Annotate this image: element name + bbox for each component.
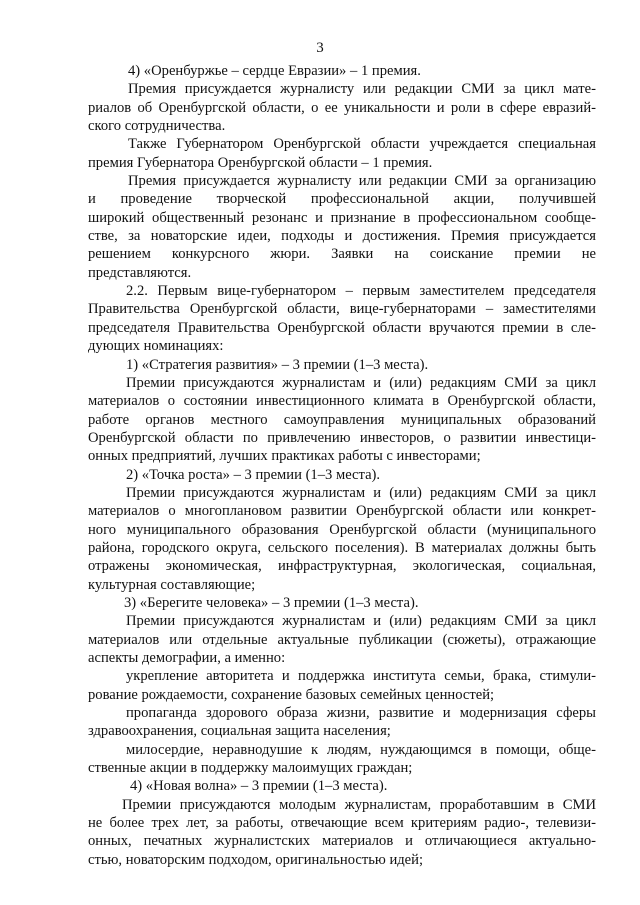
text-line: рование рождаемости, сохранение базовых семейных ценностей; [88,686,495,703]
text-line: Премии присуждаются журналистам и (или) редакциям СМИ за цикл [126,374,596,391]
text-line: работе органов местного самоуправления муниципальных образований [88,411,596,428]
page-number: 3 [316,40,324,56]
text-line: Также Губернатором Оренбургской области учреждается специальная [128,136,596,153]
text-line: материалов о многоплановом развитии Оренбургской области или конкрет- [88,503,596,520]
text-line: материалов о состоянии инвестиционного климата в Оренбургской области, [88,393,596,410]
text-line: аспекты демографии, а именно: [88,650,286,666]
text-line: стью, новаторским подходом, оригинальностью идей; [88,851,424,868]
text-line: культурная составляющие; [88,576,256,593]
text-line: широкий общественный резонанс и признание в профессиональном сообще- [88,209,596,226]
text-line: ского сотрудничества. [88,118,226,135]
text-line: стве, за новаторские идеи, подходы и достижения. Премия присуждается [88,228,596,245]
text-line: 2) «Точка роста» – 3 премии (1–3 места). [126,466,381,483]
text-line: не более трех лет, за работы, отвечающие всем критериям радио-, телевизи- [88,815,596,832]
text-line: онных предприятий, лучших практиках работы с инвесторами; [88,448,481,465]
text-line: представляются. [88,264,192,281]
text-line: 3) «Берегите человека» – 3 премии (1–3 места). [124,594,419,611]
text-line: премия Губернатора Оренбургской области – 1 премия. [88,154,433,171]
text-line: Премия присуждается журналисту или редакции СМИ за организацию [128,173,596,190]
text-line: председателя Правительства Оренбургской области вручаются премии в сле- [88,319,596,336]
text-line: ственные акции в поддержку малоимущих граждан; [88,760,413,777]
text-line: риалов об Оренбургской области, о ее уникальности и роли в сфере евразий- [88,99,596,116]
text-line: Премии присуждаются журналистам и (или) редакциям СМИ за цикл [126,613,596,630]
text-line: Премия присуждается журналисту или редакции СМИ за цикл мате- [128,81,596,98]
text-line: решением конкурсного жюри. Заявки на соискание премии не [88,246,596,263]
text-line: Премии присуждаются молодым журналистам, проработавшим в СМИ [122,796,596,813]
text-line: 1) «Стратегия развития» – 3 премии (1–3 места). [126,356,429,373]
text-line: укрепление авторитета и поддержка института семьи, брака, стимули- [126,668,596,685]
text-line: 4) «Оренбуржье – сердце Евразии» – 1 премия. [128,63,421,79]
text-line: ного муниципального образования Оренбургской области (муниципального [88,521,596,538]
text-line: здравоохранения, социальная защита населения; [88,723,391,740]
text-line: 4) «Новая волна» – 3 премии (1–3 места). [130,778,388,795]
text-line: Премии присуждаются журналистам и (или) редакциям СМИ за цикл [126,484,596,501]
text-line: и проведение творческой профессиональной акции, получившей [88,191,596,208]
text-line: Оренбургской области по привлечению инвесторов, о развитии инвестици- [88,429,596,446]
document-body [88,62,596,869]
text-line: дующих номинациях: [88,338,224,355]
text-line: материалов или отдельные актуальные публикации (сюжеты), отражающие [88,631,596,648]
text-line: 2.2. Первым вице-губернатором – первым заместителем председателя [126,283,596,300]
text-line: Правительства Оренбургской области, вице-губернаторами – заместителями [88,301,596,318]
text-line: пропаганда здорового образа жизни, развитие и модернизация сферы [126,705,596,722]
text-line: онных, печатных журналистских материалов и отличающиеся актуально- [88,833,596,850]
text-line: милосердие, неравнодушие к людям, нуждающимся в помощи, обще- [126,741,596,758]
text-line: отражены экономическая, инфраструктурная, экологическая, социальная, [88,558,596,575]
text-line: района, городского округа, сельского поселения). В материалах должны быть [88,539,596,556]
